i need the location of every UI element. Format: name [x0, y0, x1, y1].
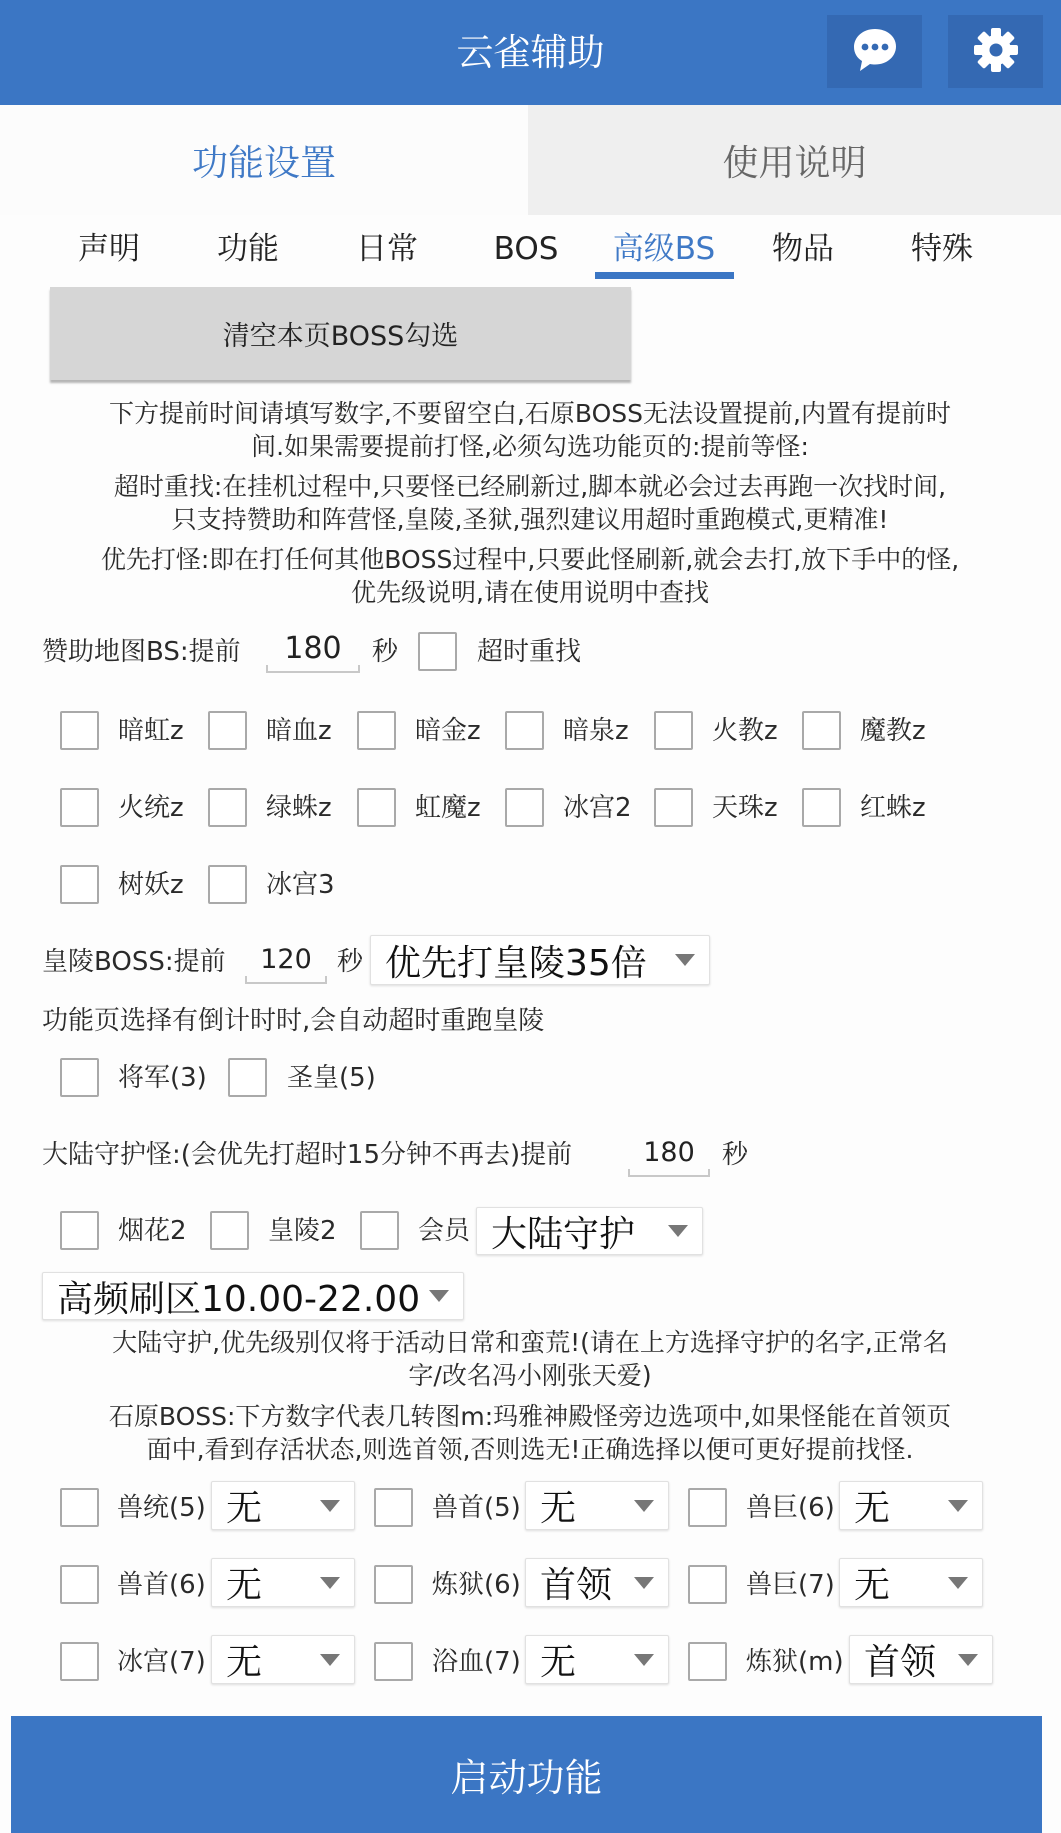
select-value: 高频刷区10.00-22.00 — [57, 1278, 421, 1320]
boss-checkbox[interactable] — [60, 711, 99, 750]
boss-status-select[interactable] — [211, 1558, 355, 1607]
subtab-statement[interactable]: 声明 — [78, 231, 140, 267]
note-line: 只支持赞助和阵营怪,皇陵,圣狱,强烈建议用超时重跑模式,更精准! — [171, 505, 889, 534]
boss-label: 冰宫3 — [266, 870, 335, 900]
boss-label: 魔教z — [860, 716, 926, 746]
subtab-special[interactable]: 特殊 — [911, 231, 973, 267]
boss-checkbox[interactable] — [357, 788, 396, 827]
boss-label: 火统z — [118, 793, 184, 823]
continent-note — [30, 1326, 1030, 1392]
boss-label: 树妖z — [118, 870, 184, 900]
dropdown-arrow-icon — [634, 1654, 654, 1666]
boss-checkbox[interactable] — [360, 1211, 399, 1250]
boss-label: 皇陵2 — [268, 1216, 337, 1246]
select-value: 无 — [540, 1642, 577, 1683]
note-line: 大陆守护,优先级别仅将于活动日常和蛮荒!(请在上方选择守护的名字,正常名 — [112, 1328, 948, 1357]
dropdown-arrow-icon — [320, 1577, 340, 1589]
select-value: 无 — [226, 1565, 263, 1606]
boss-label: 将军(3) — [118, 1063, 207, 1093]
boss-status-select[interactable] — [525, 1558, 669, 1607]
boss-label: 冰宫2 — [563, 793, 632, 823]
timeout-retry-checkbox[interactable] — [418, 632, 457, 671]
dropdown-arrow-icon — [320, 1500, 340, 1512]
settings-button[interactable] — [948, 15, 1043, 88]
seconds-unit: 秒 — [722, 1140, 749, 1170]
subtab-boss[interactable]: BOS — [493, 231, 559, 267]
boss-checkbox[interactable] — [654, 711, 693, 750]
boss-label: 暗虹z — [118, 716, 184, 746]
boss-label: 暗泉z — [563, 716, 629, 746]
boss-status-select[interactable] — [525, 1635, 669, 1684]
sponsor-advance-input[interactable]: 180 — [266, 627, 360, 673]
note-line: 下方提前时间请填写数字,不要留空白,石原BOSS无法设置提前,内置有提前时 — [109, 399, 951, 428]
boss-checkbox[interactable] — [60, 1211, 99, 1250]
dropdown-arrow-icon — [634, 1500, 654, 1512]
imperial-mode-select[interactable] — [370, 935, 710, 985]
boss-label: 圣皇(5) — [287, 1063, 376, 1093]
boss-checkbox[interactable] — [374, 1642, 413, 1681]
dropdown-arrow-icon — [948, 1500, 968, 1512]
start-function-button[interactable]: 启动功能 — [11, 1716, 1042, 1833]
note-line: 石原BOSS:下方数字代表几转图m:玛雅神殿怪旁边选项中,如果怪能在首领页 — [108, 1402, 952, 1431]
boss-checkbox[interactable] — [357, 711, 396, 750]
select-value: 优先打皇陵35倍 — [385, 942, 647, 984]
boss-label: 虹魔z — [415, 793, 481, 823]
boss-label: 炼狱(m) — [746, 1647, 844, 1677]
boss-label: 兽巨(6) — [746, 1493, 835, 1523]
subtab-daily[interactable]: 日常 — [356, 231, 418, 267]
boss-label: 烟花2 — [118, 1216, 187, 1246]
chat-bubble-icon — [849, 24, 901, 80]
note-line: 面中,看到存活状态,则选首领,否则选无!正确选择以便可更好提前找怪. — [146, 1435, 914, 1464]
continent-advance-label: 大陆守护怪:(会优先打超时15分钟不再去)提前 — [42, 1140, 573, 1170]
select-value: 无 — [226, 1488, 263, 1529]
note-timeout-retry — [30, 470, 1030, 536]
select-value: 无 — [540, 1488, 577, 1529]
active-subtab-indicator — [595, 272, 734, 279]
note-line: 字/改名冯小刚张天爱) — [408, 1361, 652, 1390]
dropdown-arrow-icon — [948, 1577, 968, 1589]
seconds-unit: 秒 — [337, 947, 364, 977]
boss-checkbox[interactable] — [60, 1642, 99, 1681]
tab-label: 功能设置 — [191, 142, 336, 184]
boss-label: 天珠z — [712, 793, 778, 823]
stone-note — [30, 1400, 1030, 1466]
boss-label: 兽巨(7) — [746, 1570, 835, 1600]
note-priority-attack — [30, 543, 1030, 609]
note-line: 间.如果需要提前打怪,必须勾选功能页的:提前等怪: — [251, 432, 809, 461]
boss-checkbox[interactable] — [60, 1058, 99, 1097]
boss-checkbox[interactable] — [208, 711, 247, 750]
boss-checkbox[interactable] — [210, 1211, 249, 1250]
boss-checkbox[interactable] — [654, 788, 693, 827]
boss-checkbox[interactable] — [60, 1488, 99, 1527]
boss-checkbox[interactable] — [208, 865, 247, 904]
tab-function-settings[interactable] — [0, 105, 528, 215]
guardian-select[interactable] — [476, 1207, 703, 1255]
boss-status-select[interactable] — [525, 1481, 669, 1530]
dropdown-arrow-icon — [634, 1577, 654, 1589]
boss-status-select[interactable] — [211, 1635, 355, 1684]
boss-checkbox[interactable] — [505, 711, 544, 750]
boss-checkbox[interactable] — [688, 1488, 727, 1527]
continent-advance-input[interactable]: 180 — [628, 1131, 710, 1177]
boss-checkbox[interactable] — [802, 788, 841, 827]
boss-checkbox[interactable] — [374, 1488, 413, 1527]
timeout-retry-label: 超时重找 — [477, 637, 582, 667]
boss-label: 暗血z — [266, 716, 332, 746]
tab-label: 使用说明 — [722, 142, 867, 184]
imperial-note: 功能页选择有倒计时时,会自动超时重跑皇陵 — [42, 1006, 545, 1036]
boss-checkbox[interactable] — [60, 865, 99, 904]
dropdown-arrow-icon — [668, 1225, 688, 1237]
boss-label: 暗金z — [415, 716, 481, 746]
select-value: 无 — [226, 1642, 263, 1683]
boss-label: 炼狱(6) — [432, 1570, 521, 1600]
select-value: 无 — [854, 1565, 891, 1606]
app-title: 云雀辅助 — [456, 31, 605, 74]
imperial-advance-input[interactable]: 120 — [245, 938, 327, 984]
dropdown-arrow-icon — [429, 1290, 449, 1302]
boss-label: 冰宫(7) — [117, 1647, 206, 1677]
boss-checkbox[interactable] — [208, 788, 247, 827]
note-line: 超时重找:在挂机过程中,只要怪已经刷新过,脚本就必会过去再跑一次找时间, — [113, 472, 947, 501]
boss-label: 兽首(6) — [117, 1570, 206, 1600]
boss-checkbox[interactable] — [688, 1565, 727, 1604]
select-value: 首领 — [540, 1565, 613, 1606]
subtab-function[interactable]: 功能 — [217, 231, 279, 267]
boss-label: 绿蛛z — [266, 793, 332, 823]
seconds-unit: 秒 — [372, 637, 399, 667]
boss-checkbox[interactable] — [60, 788, 99, 827]
dropdown-arrow-icon — [320, 1654, 340, 1666]
subtab-items[interactable]: 物品 — [772, 231, 834, 267]
note-line: 优先级说明,请在使用说明中查找 — [351, 578, 709, 607]
boss-label: 浴血(7) — [432, 1647, 521, 1677]
boss-checkbox[interactable] — [60, 1565, 99, 1604]
boss-checkbox[interactable] — [374, 1565, 413, 1604]
chat-button[interactable] — [827, 15, 922, 88]
boss-status-select[interactable] — [839, 1558, 983, 1607]
note-line: 优先打怪:即在打任何其他BOSS过程中,只要此怪刷新,就会去打,放下手中的怪, — [100, 545, 960, 574]
boss-checkbox[interactable] — [802, 711, 841, 750]
boss-checkbox[interactable] — [505, 788, 544, 827]
tab-instructions[interactable] — [528, 105, 1061, 215]
clear-boss-selection-button[interactable]: 清空本页BOSS勾选 — [50, 287, 631, 380]
gear-icon — [971, 25, 1021, 79]
boss-status-select[interactable] — [211, 1481, 355, 1530]
boss-label: 红蛛z — [860, 793, 926, 823]
boss-status-select[interactable] — [839, 1481, 983, 1530]
sponsor-advance-label: 赞助地图BS:提前 — [42, 637, 241, 667]
select-value: 无 — [854, 1488, 891, 1529]
note-advance-time — [30, 397, 1030, 463]
boss-checkbox[interactable] — [228, 1058, 267, 1097]
boss-label: 兽首(5) — [432, 1493, 521, 1523]
select-value: 大陆守护 — [491, 1213, 636, 1255]
zone-select[interactable] — [42, 1272, 464, 1320]
subtab-advanced-boss[interactable]: 高级BS — [612, 231, 716, 267]
dropdown-arrow-icon — [958, 1654, 978, 1666]
boss-label: 火教z — [712, 716, 778, 746]
dropdown-arrow-icon — [675, 954, 695, 966]
select-value: 首领 — [864, 1642, 937, 1683]
boss-label: 会员 — [418, 1216, 471, 1246]
boss-checkbox[interactable] — [688, 1642, 727, 1681]
boss-status-select[interactable] — [849, 1635, 993, 1684]
boss-label: 兽统(5) — [117, 1493, 206, 1523]
imperial-advance-label: 皇陵BOSS:提前 — [42, 947, 226, 977]
